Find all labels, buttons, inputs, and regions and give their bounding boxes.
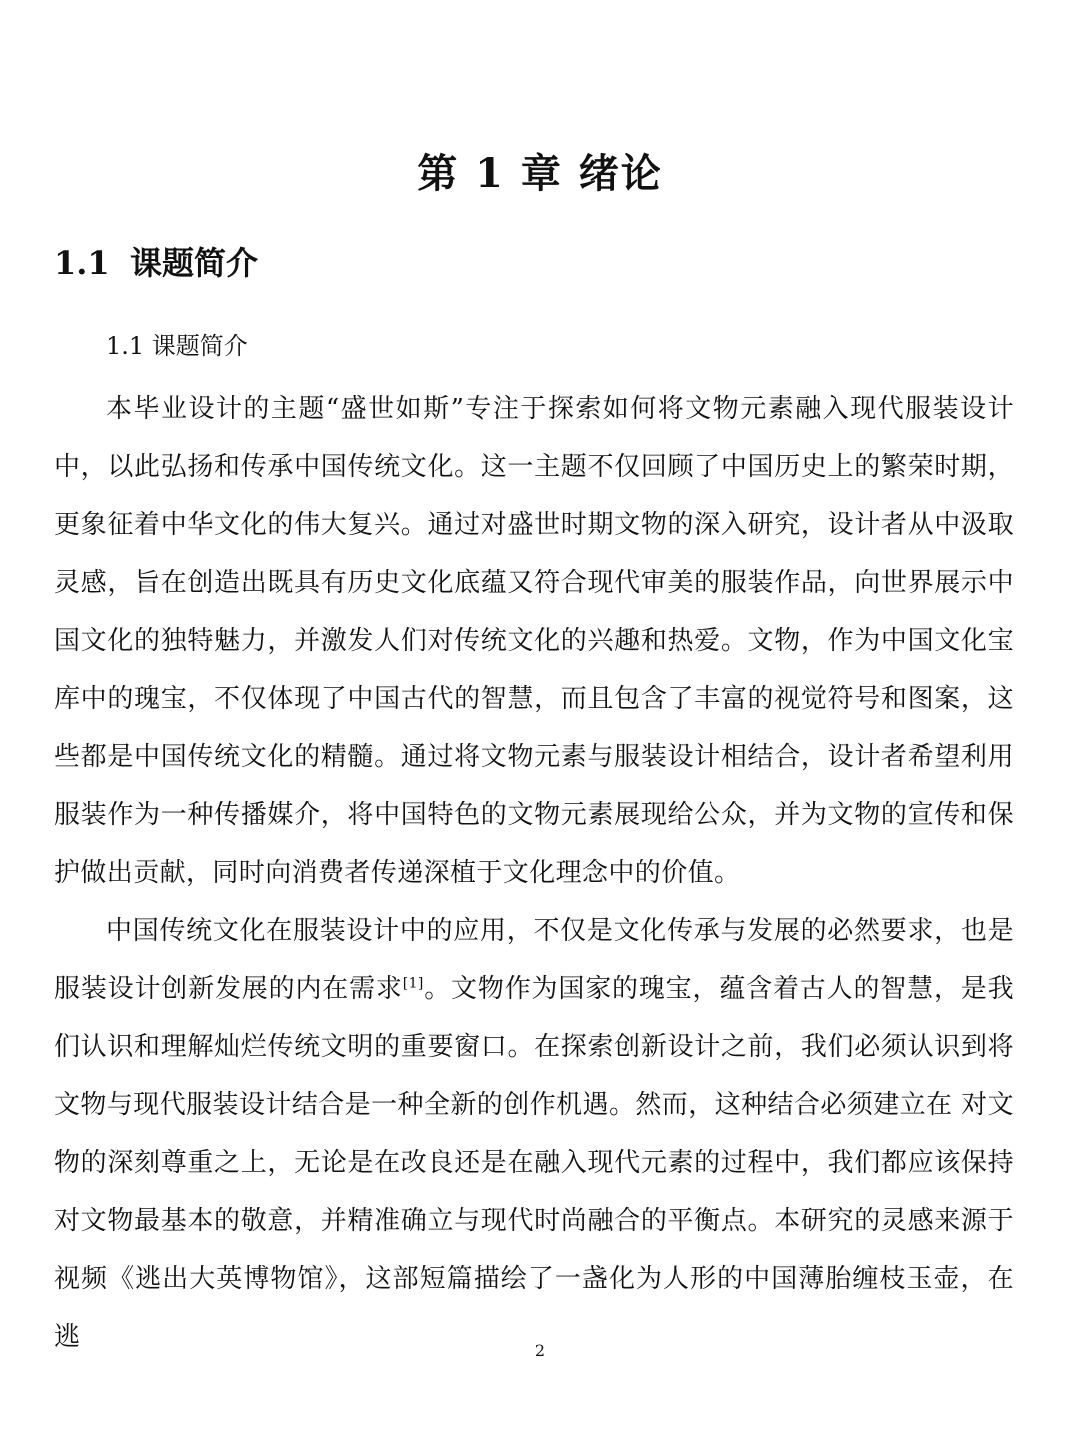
section-title: 课题简介 [130, 244, 259, 282]
page-number: 2 [534, 1341, 546, 1360]
chapter-title: 第 1 章 绪论 [417, 150, 663, 197]
citation-ref[interactable]: [1] [402, 975, 424, 992]
body-text [54, 380, 1014, 1366]
section-number: 1.1 [54, 244, 110, 282]
paragraph-2-text-after-ref: 。文物作为国家的瑰宝，蕴含着古人的智慧，是我们认识和理解灿烂传统文明的重要窗口。在探索创新设计之前，我们必须认识到将文物与现代服装设计结合是一种全新的创作机遇。然而，这种结合必须建立在 对文物的深刻尊重之上，无论是在改良还是在融入现代元素的过程中，我们都应该保持对文物最基本的敬意，并精准确立与现代时尚融合的平衡点。本研究的灵感来源于视频《逃出大英博物馆》，这部短篇描绘了一盏化为人形的中国薄胎缠枝玉壶，在逃 [54, 974, 1014, 1352]
paragraph-2 [54, 902, 1014, 1366]
section-heading [54, 238, 258, 284]
paragraph-2-text-before-ref: 中国传统文化在服装设计中的应用，不仅是文化传承与发展的必然要求，也是服装设计创新发展的内在需求 [54, 916, 1014, 1004]
subheading: 1.1 课题简介 [106, 332, 248, 360]
paragraph-1: 本毕业设计的主题“盛世如斯”专注于探索如何将文物元素融入现代服装设计中，以此弘扬和传承中国传统文化。这一主题不仅回顾了中国历史上的繁荣时期，更象征着中华文化的伟大复兴。通过对盛世时期文物的深入研究，设计者从中汲取灵感，旨在创造出既具有历史文化底蕴又符合现代审美的服装作品，向世界展示中国文化的独特魅力，并激发人们对传统文化的兴趣和热爱。文物，作为中国文化宝库中的瑰宝，不仅体现了中国古代的智慧，而且包含了丰富的视觉符号和图案，这些都是中国传统文化的精髓。通过将文物元素与服装设计相结合，设计者希望利用服装作为一种传播媒介，将中国特色的文物元素展现给公众，并为文物的宣传和保护做出贡献，同时向消费者传递深植于文化理念中的价值。 [54, 394, 1014, 888]
